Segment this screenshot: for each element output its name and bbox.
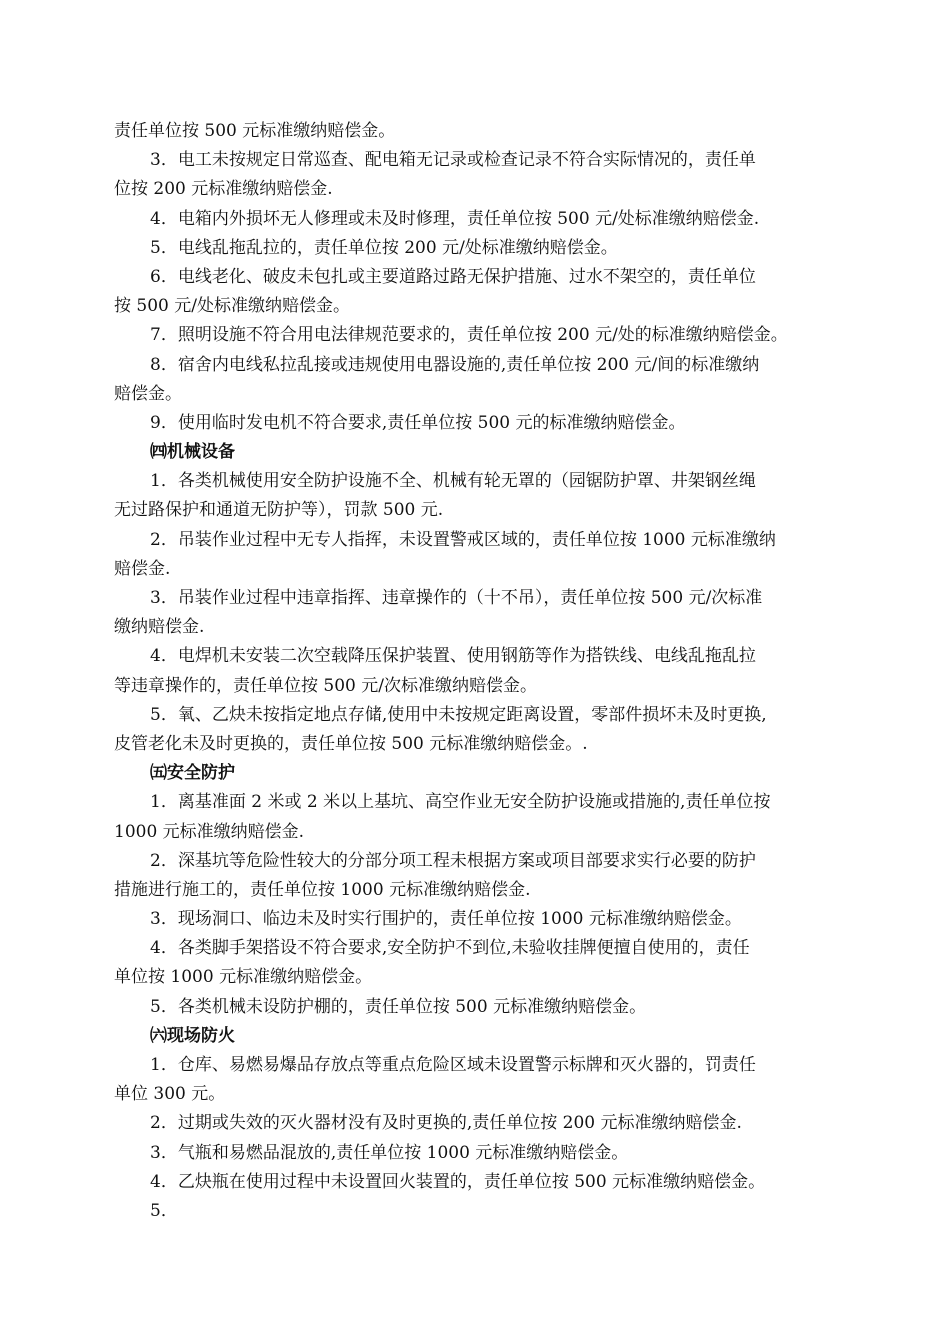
text-line: 1000 元标准缴纳赔偿金. <box>114 821 305 842</box>
text-line: 皮管老化未及时更换的，责任单位按 500 元标准缴纳赔偿金。. <box>114 733 588 754</box>
text-line: 3．电工未按规定日常巡查、配电箱无记录或检查记录不符合实际情况的，责任单 <box>150 150 756 171</box>
text-line: 4．乙炔瓶在使用过程中未设置回火装置的，责任单位按 500 元标准缴纳赔偿金。 <box>150 1171 766 1192</box>
text-line: 5．电线乱拖乱拉的，责任单位按 200 元/处标准缴纳赔偿金。 <box>150 237 618 258</box>
text-line: 单位按 1000 元标准缴纳赔偿金。 <box>114 967 373 988</box>
text-line: 1．各类机械使用安全防护设施不全、机械有轮无罩的（园锯防护罩、井架钢丝绳 <box>150 471 756 492</box>
text-line: 3．气瓶和易燃品混放的,责任单位按 1000 元标准缴纳赔偿金。 <box>150 1142 629 1163</box>
text-line: 5．氧、乙炔未按指定地点存储,使用中未按规定距离设置，零部件损坏未及时更换, <box>150 704 767 725</box>
text-line: 措施进行施工的，责任单位按 1000 元标准缴纳赔偿金. <box>114 879 531 900</box>
section-heading: ㈣机械设备 <box>150 442 235 463</box>
text-line: 按 500 元/处标准缴纳赔偿金。 <box>114 296 350 317</box>
text-line: 8．宿舍内电线私拉乱接或违规使用电器设施的,责任单位按 200 元/间的标准缴纳 <box>150 354 760 375</box>
text-line: 赔偿金。 <box>114 383 182 404</box>
text-line: 5． <box>150 1200 178 1221</box>
text-line: 3．吊装作业过程中违章指挥、违章操作的（十不吊），责任单位按 500 元/次标准 <box>150 588 763 608</box>
document-body <box>114 117 852 1226</box>
text-line: 5．各类机械未设防护棚的，责任单位按 500 元标准缴纳赔偿金。 <box>150 996 647 1017</box>
text-line: 单位 300 元。 <box>114 1084 226 1105</box>
text-line: 责任单位按 500 元标准缴纳赔偿金。 <box>114 121 396 141</box>
text-line: 4．电箱内外损坏无人修理或未及时修理，责任单位按 500 元/处标准缴纳赔偿金. <box>150 208 760 229</box>
text-line: 无过路保护和通道无防护等），罚款 500 元. <box>114 500 444 521</box>
text-line: 4．电焊机未安装二次空载降压保护装置、使用钢筋等作为搭铁线、电线乱拖乱拉 <box>150 646 756 667</box>
text-line: 2．过期或失效的灭火器材没有及时更换的,责任单位按 200 元标准缴纳赔偿金. <box>150 1113 742 1134</box>
text-line: 7．照明设施不符合用电法律规范要求的，责任单位按 200 元/处的标准缴纳赔偿金。 <box>150 325 788 346</box>
text-line: 1．仓库、易燃易爆品存放点等重点危险区域未设置警示标牌和灭火器的，罚责任 <box>150 1055 756 1075</box>
text-line: 6．电线老化、破皮未包扎或主要道路过路无保护措施、过水不架空的，责任单位 <box>150 266 756 287</box>
section-heading: ㈤安全防护 <box>150 763 235 784</box>
text-line: 1．离基准面 2 米或 2 米以上基坑、高空作业无安全防护设施或措施的,责任单位按 <box>150 792 771 813</box>
text-line: 3．现场洞口、临边未及时实行围护的，责任单位按 1000 元标准缴纳赔偿金。 <box>150 909 742 930</box>
text-line: 9．使用临时发电机不符合要求,责任单位按 500 元的标准缴纳赔偿金。 <box>150 412 686 433</box>
text-line: 位按 200 元标准缴纳赔偿金. <box>114 179 333 200</box>
section-heading: ㈥现场防火 <box>150 1025 235 1046</box>
text-line: 等违章操作的，责任单位按 500 元/次标准缴纳赔偿金。 <box>114 675 537 696</box>
text-line: 赔偿金. <box>114 558 171 579</box>
text-line: 缴纳赔偿金. <box>114 617 205 638</box>
text-line: 4．各类脚手架搭设不符合要求,安全防护不到位,未验收挂牌便擅自使用的，责任 <box>150 938 750 959</box>
text-line: 2．深基坑等危险性较大的分部分项工程未根据方案或项目部要求实行必要的防护 <box>150 850 756 871</box>
text-line: 2．吊装作业过程中无专人指挥，未设置警戒区域的，责任单位按 1000 元标准缴纳 <box>150 529 776 550</box>
